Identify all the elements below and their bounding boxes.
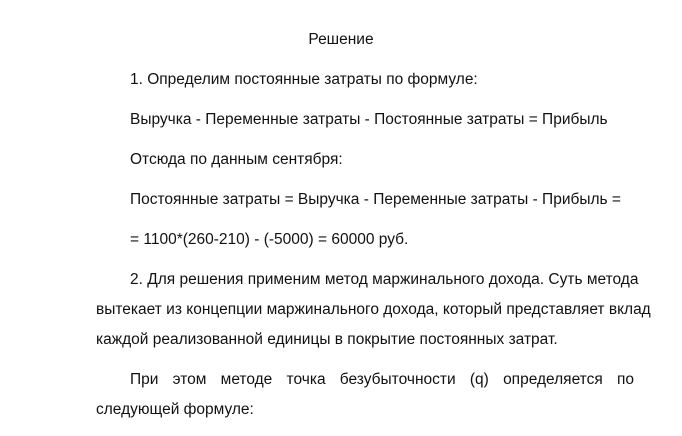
fixed-costs-calculation: = 1100*(260-210) - (-5000) = 60000 руб. (130, 231, 409, 248)
fixed-costs-formula: Постоянные затраты = Выручка - Переменные затраты - Прибыль = (130, 191, 621, 208)
step-2-paragraph-line-2: вытекает из концепции маржинального дохода, который представляет вклад (96, 301, 651, 318)
profit-formula: Выручка - Переменные затраты - Постоянные затраты = Прибыль (130, 111, 608, 128)
step-1-heading: 1. Определим постоянные затраты по формуле: (130, 71, 478, 88)
september-data-intro: Отсюда по данным сентября: (130, 151, 343, 168)
break-even-paragraph-line-2: следующей формуле: (96, 401, 254, 418)
step-2-paragraph-line-1: 2. Для решения применим метод маржинального дохода. Суть метода (130, 271, 639, 288)
break-even-paragraph-line-1: При этом методе точка безубыточности (q) определяется по (130, 371, 634, 388)
step-2-paragraph-line-3: каждой реализованной единицы в покрытие постоянных затрат. (96, 331, 558, 348)
document-title: Решение (308, 31, 374, 48)
